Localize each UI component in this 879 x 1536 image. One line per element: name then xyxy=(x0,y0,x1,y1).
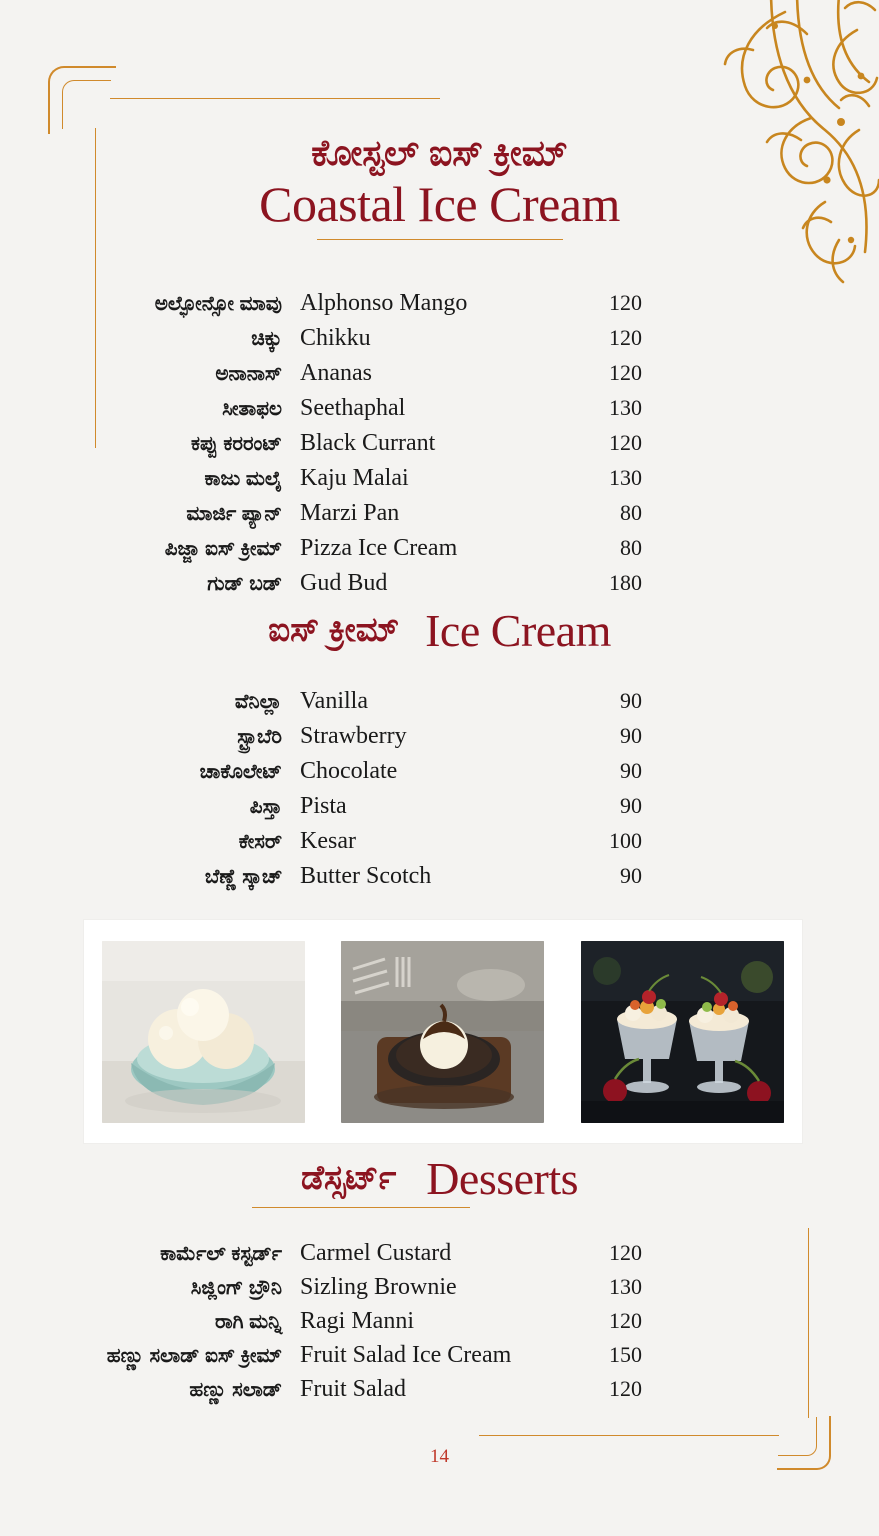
menu-item xyxy=(0,1240,879,1267)
item-price: 90 xyxy=(620,863,642,888)
item-price: 130 xyxy=(609,395,642,420)
item-price: 130 xyxy=(609,1274,642,1299)
item-name-english: Gud Bud xyxy=(300,570,388,596)
section-heading-ice-cream xyxy=(0,604,879,657)
item-name-kannada: ಚಿಕ್ಕು xyxy=(251,328,282,350)
item-price: 120 xyxy=(609,1376,642,1401)
item-name-kannada: ಸೀತಾಫಲ xyxy=(222,398,282,420)
item-name-english: Marzi Pan xyxy=(300,500,400,526)
item-name-kannada: ಪಿಸ್ತಾ xyxy=(249,796,282,818)
item-price: 120 xyxy=(609,1240,642,1265)
item-name-english: Vanilla xyxy=(300,688,368,714)
item-name-english: Carmel Custard xyxy=(300,1240,452,1266)
menu-item xyxy=(0,535,879,562)
item-price: 90 xyxy=(620,723,642,748)
item-name-english: Kaju Malai xyxy=(300,465,409,491)
item-price: 120 xyxy=(609,360,642,385)
item-name-english: Pizza Ice Cream xyxy=(300,535,458,561)
menu-item xyxy=(0,863,879,890)
item-price: 120 xyxy=(609,1308,642,1333)
menu-list-desserts xyxy=(0,1240,879,1410)
menu-item xyxy=(0,500,879,527)
item-name-english: Pista xyxy=(300,793,347,819)
item-name-english: Strawberry xyxy=(300,723,407,749)
section-title-kannada: ಐಸ್ ಕ್ರೀಮ್ xyxy=(268,611,400,649)
item-name-english: Kesar xyxy=(300,828,356,854)
item-name-kannada: ಅನಾನಾಸ್ xyxy=(215,363,282,385)
photo-fruit-salad-ice-cream xyxy=(581,941,784,1123)
item-name-kannada: ಪಿಜ್ಜಾ ಐಸ್ ಕ್ರೀಮ್ xyxy=(164,538,282,560)
item-name-english: Black Currant xyxy=(300,430,436,456)
photo-strip xyxy=(84,920,802,1143)
item-name-kannada: ಬೆಣ್ಣೆ ಸ್ಕಾಚ್ xyxy=(204,866,282,888)
item-name-kannada: ಅಲ್ಫೋನ್ಸೋ ಮಾವು xyxy=(154,293,282,315)
corner-rule-right xyxy=(808,1228,809,1418)
item-price: 80 xyxy=(620,500,642,525)
item-name-kannada: ಕೇಸರ್ xyxy=(238,831,282,853)
section-title-kannada: ಕೋಸ್ಟಲ್ ಐಸ್ ಕ್ರೀಮ್ xyxy=(311,132,568,173)
corner-rule-top xyxy=(110,98,440,99)
item-name-english: Ragi Manni xyxy=(300,1308,414,1334)
menu-item xyxy=(0,1376,879,1403)
item-price: 120 xyxy=(609,430,642,455)
corner-ornament-top-left-inner xyxy=(62,80,111,129)
item-name-kannada: ಸ್ಟ್ರಾಬೆರಿ xyxy=(237,726,282,748)
item-name-english: Butter Scotch xyxy=(300,863,432,889)
menu-item xyxy=(0,570,879,597)
menu-item xyxy=(0,1308,879,1335)
menu-item xyxy=(0,828,879,855)
item-name-kannada: ಸಿಜ್ಲಿಂಗ್ ಬ್ರೌನಿ xyxy=(190,1277,282,1299)
section-title-english: Ice Cream xyxy=(425,605,611,656)
section-title-kannada: ಡೆಸ್ಸರ್ಟ್ xyxy=(300,1159,397,1197)
item-name-english: Sizling Brownie xyxy=(300,1274,457,1300)
item-name-kannada: ಮಾರ್ಜಿ ಪ್ಯಾನ್ xyxy=(186,503,282,525)
item-name-english: Fruit Salad xyxy=(300,1376,406,1402)
item-price: 130 xyxy=(609,465,642,490)
menu-item xyxy=(0,325,879,352)
item-name-kannada: ಚಾಕೊಲೇಟ್ xyxy=(199,761,282,783)
photo-vanilla-scoops-bowl xyxy=(102,941,305,1123)
section-divider xyxy=(252,1207,470,1208)
menu-list-ice-cream xyxy=(0,688,879,898)
item-price: 100 xyxy=(609,828,642,853)
item-price: 180 xyxy=(609,570,642,595)
item-name-kannada: ಕಾರ್ಮೆಲ್ ಕಸ್ಟರ್ಡ್ xyxy=(160,1243,282,1265)
item-price: 120 xyxy=(609,290,642,315)
section-heading-desserts xyxy=(0,1152,879,1208)
item-name-english: Ananas xyxy=(300,360,372,386)
item-name-english: Seethaphal xyxy=(300,395,406,421)
menu-list-coastal-ice-cream xyxy=(0,290,879,605)
menu-item xyxy=(0,793,879,820)
item-name-kannada: ಕಾಜು ಮಲೈ xyxy=(204,468,282,490)
item-name-kannada: ಕಪ್ಪು ಕರರಂಟ್ xyxy=(191,433,282,455)
menu-item xyxy=(0,465,879,492)
item-price: 90 xyxy=(620,793,642,818)
menu-item xyxy=(0,290,879,317)
item-name-kannada: ಗುಡ್ ಬಡ್ xyxy=(207,573,282,595)
menu-item xyxy=(0,430,879,457)
item-name-kannada: ವೆನಿಲ್ಲಾ xyxy=(234,691,282,713)
menu-item xyxy=(0,1342,879,1369)
menu-item xyxy=(0,758,879,785)
section-title-english: Desserts xyxy=(426,1153,579,1204)
page-number: 14 xyxy=(430,1446,449,1467)
item-price: 120 xyxy=(609,325,642,350)
item-name-kannada: ರಾಗಿ ಮನ್ನಿ xyxy=(215,1311,282,1333)
menu-item xyxy=(0,1274,879,1301)
item-price: 80 xyxy=(620,535,642,560)
menu-item xyxy=(0,723,879,750)
item-name-english: Alphonso Mango xyxy=(300,290,468,316)
item-name-kannada: ಹಣ್ಣು ಸಲಾಡ್ ಐಸ್ ಕ್ರೀಮ್ xyxy=(106,1345,282,1367)
item-name-english: Chocolate xyxy=(300,758,398,784)
section-title-english: Coastal Ice Cream xyxy=(259,175,620,232)
section-heading-coastal-ice-cream xyxy=(0,134,879,240)
item-price: 90 xyxy=(620,758,642,783)
item-name-english: Fruit Salad Ice Cream xyxy=(300,1342,512,1368)
item-price: 150 xyxy=(609,1342,642,1367)
section-divider xyxy=(317,239,563,240)
menu-item xyxy=(0,395,879,422)
item-price: 90 xyxy=(620,688,642,713)
item-name-kannada: ಹಣ್ಣು ಸಲಾಡ್ xyxy=(189,1379,282,1401)
menu-item xyxy=(0,360,879,387)
menu-item xyxy=(0,688,879,715)
photo-sizzling-brownie xyxy=(341,941,544,1123)
item-name-english: Chikku xyxy=(300,325,371,351)
corner-rule-bottom xyxy=(479,1435,779,1436)
